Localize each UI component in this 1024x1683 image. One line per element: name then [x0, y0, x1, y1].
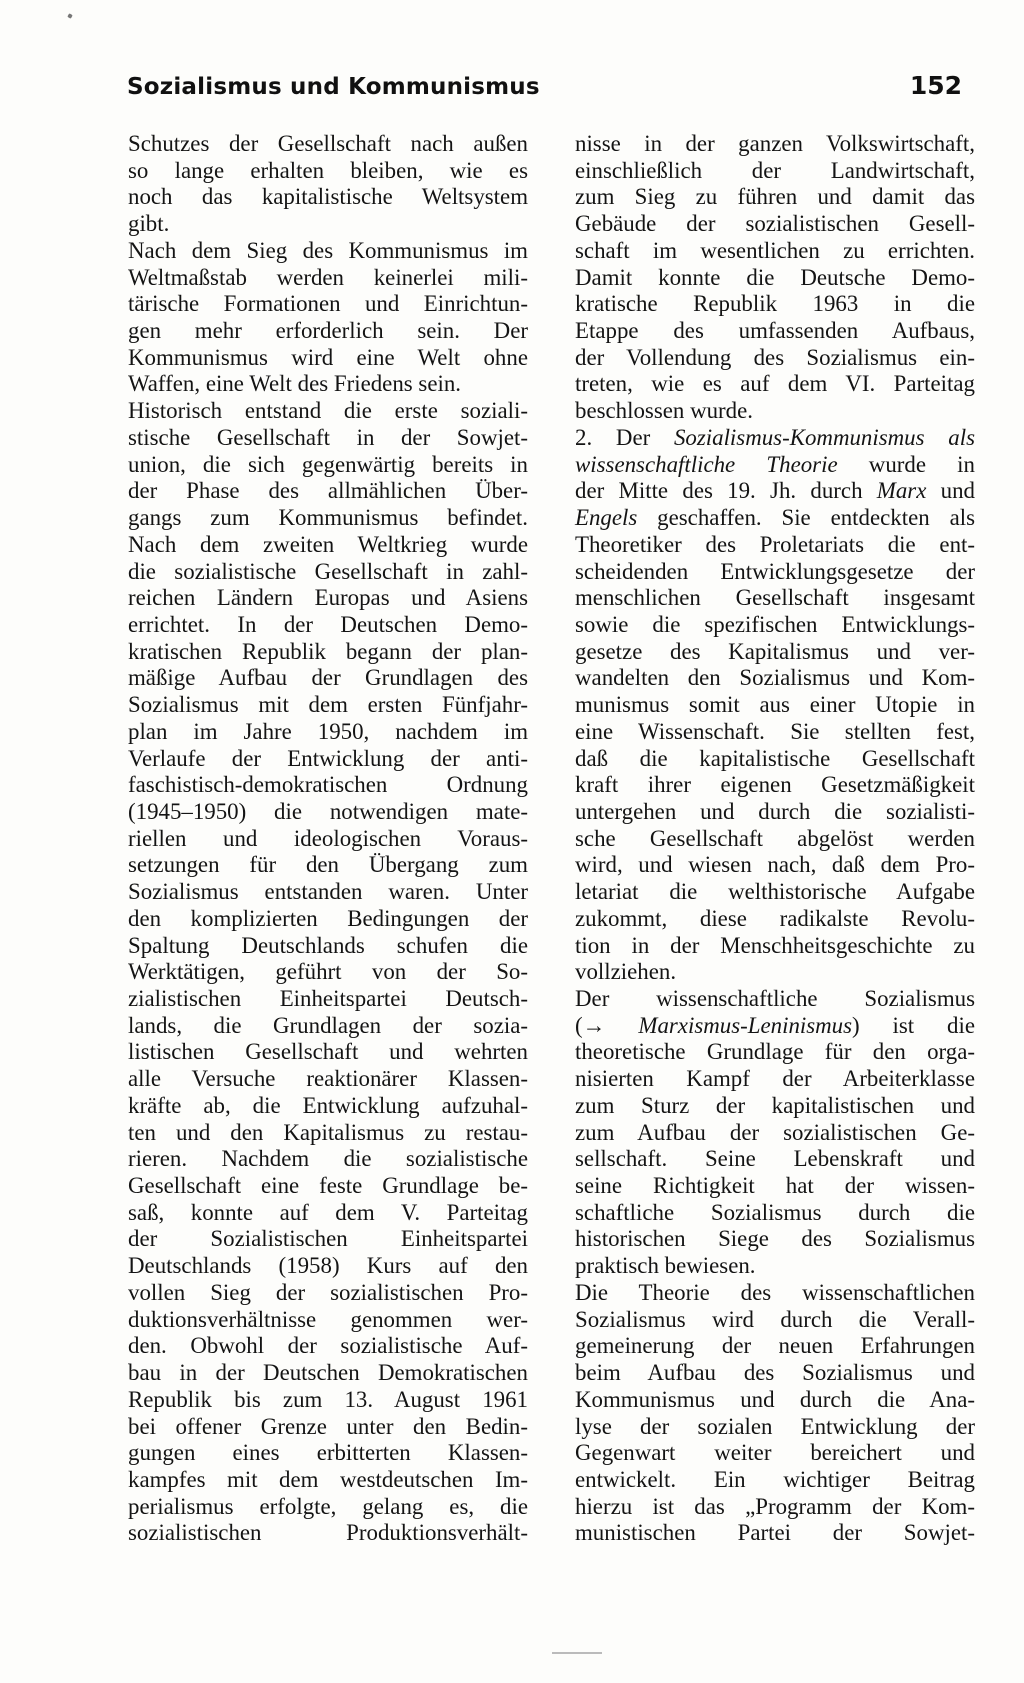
- text-line: [128, 719, 528, 746]
- text-run: lyse der sozialen Entwicklung der: [575, 1413, 975, 1439]
- text-run: gen mehr erforderlich sein. Der: [128, 318, 528, 344]
- text-run: Die Theorie des wissenschaftlichen: [575, 1279, 975, 1305]
- text-line: [575, 532, 975, 559]
- text-line: [575, 478, 975, 505]
- text-line: [575, 1120, 975, 1147]
- text-run: hierzu ist das „Programm der Kom-: [575, 1493, 975, 1519]
- text-run: gemeinerung der neuen Erfahrungen: [575, 1333, 975, 1359]
- text-line: [128, 1066, 528, 1093]
- text-line: [128, 1333, 528, 1360]
- text-run: Spaltung Deutschlands schufen die: [128, 932, 528, 958]
- text-line: [575, 291, 975, 318]
- text-run: munismus somit aus einer Utopie in: [575, 692, 975, 718]
- text-run: Verlaufe der Entwicklung der anti-: [128, 745, 528, 771]
- text-run: gesetze des Kapitalismus und ver-: [575, 638, 975, 664]
- text-run: einschließlich der Landwirtschaft,: [575, 157, 975, 183]
- text-line: [128, 478, 528, 505]
- text-run: die sozialistische Gesellschaft in zahl-: [128, 558, 528, 584]
- text-line: [128, 986, 528, 1013]
- text-run: listischen Gesellschaft und wehrten: [128, 1039, 528, 1065]
- text-line: [575, 772, 975, 799]
- text-line: [575, 879, 975, 906]
- text-line: [575, 1066, 975, 1093]
- text-run: perialismus erfolgte, gelang es, die: [128, 1493, 528, 1519]
- text-run: kratischen Republik begann der plan-: [128, 638, 528, 664]
- text-run: tion in der Menschheitsgeschichte zu: [575, 932, 975, 958]
- text-run: vollziehen.: [575, 959, 677, 985]
- right-text-column: [575, 131, 975, 1547]
- text-run: ten und den Kapitalismus zu restau-: [128, 1119, 528, 1145]
- text-run: der Sozialistischen Einheitspartei: [128, 1226, 528, 1252]
- text-line: [128, 158, 528, 185]
- text-run: tärische Formationen und Einrichtun-: [128, 291, 528, 317]
- text-line: [575, 398, 975, 425]
- text-run: zukommt, diese radikalste Revolu-: [575, 905, 975, 931]
- text-line: [128, 291, 528, 318]
- text-line: [128, 345, 528, 372]
- text-run: gibt.: [128, 211, 170, 237]
- text-line: [128, 692, 528, 719]
- text-run: Sozialismus wird durch die Verall-: [575, 1306, 975, 1332]
- text-run: Historisch entstand die erste soziali-: [128, 398, 528, 424]
- text-line: [575, 1494, 975, 1521]
- left-text-column: [128, 131, 528, 1547]
- text-run: errichtet. In der Deutschen Demo-: [128, 611, 528, 637]
- text-line: [128, 1039, 528, 1066]
- text-line: [575, 1013, 975, 1040]
- text-line: [128, 265, 528, 292]
- text-run: faschistisch-demokratischen Ordnung: [128, 772, 528, 798]
- text-run: Der wissenschaftliche Sozialismus: [575, 986, 975, 1011]
- text-run: geschaffen. Sie entdeckten als: [637, 505, 975, 531]
- text-line: [575, 1414, 975, 1441]
- text-run: Republik bis zum 13. August 1961: [128, 1386, 528, 1412]
- text-line: [128, 318, 528, 345]
- italic-text-run: Engels: [575, 505, 638, 531]
- bottom-printing-mark: [552, 1652, 602, 1654]
- text-line: [128, 639, 528, 666]
- text-run: Deutschlands (1958) Kurs auf den: [128, 1253, 528, 1279]
- text-run: kraft ihrer eigenen Gesetzmäßigkeit: [575, 772, 975, 798]
- text-run: seine Richtigkeit hat der wissen-: [575, 1173, 975, 1199]
- text-run: 2. Der: [575, 424, 674, 450]
- text-line: [128, 1467, 528, 1494]
- text-run: mäßige Aufbau der Grundlagen des: [128, 665, 528, 691]
- text-run: vollen Sieg der sozialistischen Pro-: [128, 1279, 528, 1305]
- text-run: noch das kapitalistische Weltsystem: [128, 184, 528, 210]
- text-line: [128, 1173, 528, 1200]
- text-line: [575, 265, 975, 292]
- text-run: wandelten den Sozialismus und Kom-: [575, 665, 975, 691]
- text-line: [575, 1200, 975, 1227]
- text-line: [575, 1093, 975, 1120]
- text-run: Gebäude der sozialistischen Gesell-: [575, 211, 975, 237]
- text-run: sozialistischen Produktionsverhält-: [128, 1520, 528, 1546]
- text-run: treten, wie es auf dem VI. Parteitag: [575, 371, 975, 397]
- text-run: lands, die Grundlagen der sozia-: [128, 1012, 528, 1038]
- text-line: [128, 585, 528, 612]
- text-run: Schutzes der Gesellschaft nach außen: [128, 131, 528, 156]
- text-line: [128, 211, 528, 238]
- text-run: der Vollendung des Sozialismus ein-: [575, 344, 975, 370]
- text-line: [128, 906, 528, 933]
- text-run: den. Obwohl der sozialistische Auf-: [128, 1333, 528, 1359]
- text-line: [575, 826, 975, 853]
- text-run: bau in der Deutschen Demokratischen: [128, 1360, 528, 1386]
- text-run: Theoretiker des Proletariats die ent-: [575, 531, 975, 557]
- text-line: [128, 959, 528, 986]
- text-line: [128, 1387, 528, 1414]
- text-line: [575, 986, 975, 1013]
- text-line: [128, 1440, 528, 1467]
- italic-text-run: Marxismus-Leninismus: [638, 1012, 853, 1038]
- text-line: [575, 1387, 975, 1414]
- page-speck: [67, 13, 72, 18]
- text-line: [128, 1226, 528, 1253]
- text-line: [128, 1253, 528, 1280]
- text-line: [128, 184, 528, 211]
- text-run: untergehen und durch die sozialisti-: [575, 798, 975, 824]
- text-run: plan im Jahre 1950, nachdem im: [128, 718, 528, 744]
- text-run: menschlichen Gesellschaft insgesamt: [575, 585, 975, 611]
- text-run: Nach dem zweiten Weltkrieg wurde: [128, 531, 528, 557]
- text-run: beim Aufbau des Sozialismus und: [575, 1360, 975, 1386]
- text-line: [575, 1253, 975, 1280]
- text-run: zialistischen Einheitspartei Deutsch-: [128, 986, 528, 1011]
- text-line: [575, 1520, 975, 1547]
- text-line: [575, 1360, 975, 1387]
- text-run: nisse in der ganzen Volkswirtschaft,: [575, 131, 975, 156]
- text-line: [575, 425, 975, 452]
- text-line: [575, 1146, 975, 1173]
- text-run: sellschaft. Seine Lebenskraft und: [575, 1146, 975, 1172]
- text-run: daß die kapitalistische Gesellschaft: [575, 745, 975, 771]
- text-line: [128, 1414, 528, 1441]
- text-run: scheidenden Entwicklungsgesetze der: [575, 558, 975, 584]
- text-run: Sozialismus entstanden waren. Unter: [128, 879, 528, 905]
- text-run: stische Gesellschaft in der Sowjet-: [128, 424, 528, 450]
- text-line: [128, 933, 528, 960]
- text-run: Gesellschaft eine feste Grundlage be-: [128, 1173, 528, 1199]
- text-run: letariat die welthistorische Aufgabe: [575, 879, 975, 905]
- text-line: [575, 1467, 975, 1494]
- text-run: rieren. Nachdem die sozialistische: [128, 1146, 528, 1172]
- text-run: den komplizierten Bedingungen der: [128, 905, 528, 931]
- text-line: [575, 1226, 975, 1253]
- text-line: [575, 852, 975, 879]
- text-run: Waffen, eine Welt des Friedens sein.: [128, 371, 462, 397]
- text-run: kräfte ab, die Entwicklung aufzuhal-: [128, 1092, 528, 1118]
- text-run: alle Versuche reaktionärer Klassen-: [128, 1066, 528, 1092]
- text-run: Sozialismus mit dem ersten Fünfjahr-: [128, 692, 528, 718]
- text-run: Nach dem Sieg des Kommunismus im: [128, 237, 528, 263]
- italic-text-run: wissenschaftliche Theorie: [575, 451, 838, 477]
- text-line: [575, 933, 975, 960]
- text-run: der Phase des allmählichen Über-: [128, 478, 528, 504]
- text-line: [128, 1307, 528, 1334]
- text-line: [575, 639, 975, 666]
- text-run: der Mitte des 19. Jh. durch: [575, 478, 877, 504]
- page-number: 152: [909, 71, 962, 100]
- text-line: [128, 612, 528, 639]
- text-line: [128, 398, 528, 425]
- text-line: [575, 505, 975, 532]
- text-run: union, die sich gegenwärtig bereits in: [128, 451, 528, 477]
- text-line: [575, 158, 975, 185]
- text-run: kratische Republik 1963 in die: [575, 291, 975, 317]
- text-run: gangs zum Kommunismus befindet.: [128, 505, 528, 531]
- text-line: [575, 585, 975, 612]
- text-line: [128, 238, 528, 265]
- text-line: [128, 452, 528, 479]
- text-line: [128, 371, 528, 398]
- text-line: [575, 1307, 975, 1334]
- text-line: [128, 826, 528, 853]
- text-run: zum Sieg zu führen und damit das: [575, 184, 975, 210]
- text-run: bei offener Grenze unter den Bedin-: [128, 1413, 528, 1439]
- running-header-title: Sozialismus und Kommunismus: [127, 74, 540, 100]
- text-line: [128, 1200, 528, 1227]
- text-line: [128, 852, 528, 879]
- text-line: [575, 959, 975, 986]
- text-line: [575, 1333, 975, 1360]
- text-line: [128, 772, 528, 799]
- text-line: [128, 1013, 528, 1040]
- text-line: [575, 371, 975, 398]
- text-run: ) ist die: [852, 1012, 975, 1038]
- text-line: [128, 559, 528, 586]
- text-line: [128, 1494, 528, 1521]
- text-run: eine Wissenschaft. Sie stellten fest,: [575, 718, 975, 744]
- text-run: beschlossen wurde.: [575, 398, 753, 424]
- text-line: [575, 799, 975, 826]
- text-line: [128, 879, 528, 906]
- text-line: [575, 719, 975, 746]
- text-run: theoretische Grundlage für den orga-: [575, 1039, 975, 1065]
- text-run: riellen und ideologischen Voraus-: [128, 825, 528, 851]
- text-run: (1945–1950) die notwendigen mate-: [128, 798, 528, 824]
- text-line: [575, 559, 975, 586]
- text-run: wurde in: [837, 451, 975, 477]
- text-run: entwickelt. Ein wichtiger Beitrag: [575, 1466, 975, 1492]
- text-line: [575, 665, 975, 692]
- text-run: historischen Siege des Sozialismus: [575, 1226, 975, 1252]
- text-line: [575, 612, 975, 639]
- text-line: [575, 345, 975, 372]
- text-run: (→: [575, 1012, 639, 1038]
- text-line: [128, 505, 528, 532]
- text-run: kampfes mit dem westdeutschen Im-: [128, 1466, 528, 1492]
- text-line: [575, 1039, 975, 1066]
- text-line: [128, 425, 528, 452]
- text-run: reichen Ländern Europas und Asiens: [128, 585, 528, 611]
- text-line: [575, 238, 975, 265]
- text-line: [575, 746, 975, 773]
- text-run: Werktätigen, geführt von der So-: [128, 959, 528, 985]
- text-run: munistischen Partei der Sowjet-: [575, 1520, 975, 1546]
- text-line: [128, 746, 528, 773]
- text-run: sche Gesellschaft abgelöst werden: [575, 825, 975, 851]
- text-line: [128, 1280, 528, 1307]
- text-run: setzungen für den Übergang zum: [128, 852, 528, 878]
- text-run: Kommunismus wird eine Welt ohne: [128, 344, 528, 370]
- text-line: [128, 1360, 528, 1387]
- text-line: [128, 799, 528, 826]
- text-run: Damit konnte die Deutsche Demo-: [575, 264, 975, 290]
- text-run: Weltmaßstab werden keinerlei mili-: [128, 264, 528, 290]
- text-line: [128, 532, 528, 559]
- text-line: [128, 1120, 528, 1147]
- text-run: schaft im wesentlichen zu errichten.: [575, 237, 975, 263]
- text-line: [575, 211, 975, 238]
- text-run: wird, und wiesen nach, daß dem Pro-: [575, 852, 975, 878]
- text-line: [575, 1440, 975, 1467]
- text-line: [575, 906, 975, 933]
- text-line: [575, 131, 975, 158]
- text-line: [575, 1280, 975, 1307]
- text-run: Kommunismus und durch die Ana-: [575, 1386, 975, 1412]
- text-line: [575, 452, 975, 479]
- text-line: [128, 1146, 528, 1173]
- text-line: [128, 665, 528, 692]
- text-run: duktionsverhältnisse genommen wer-: [128, 1306, 528, 1332]
- text-run: so lange erhalten bleiben, wie es: [128, 157, 528, 183]
- text-line: [128, 131, 528, 158]
- text-line: [575, 318, 975, 345]
- text-run: zum Sturz der kapitalistischen und: [575, 1092, 975, 1118]
- text-run: zum Aufbau der sozialistischen Ge-: [575, 1119, 975, 1145]
- text-run: gungen eines erbitterten Klassen-: [128, 1440, 528, 1466]
- text-run: Etappe des umfassenden Aufbaus,: [575, 318, 975, 344]
- text-line: [575, 692, 975, 719]
- text-line: [575, 184, 975, 211]
- text-line: [128, 1093, 528, 1120]
- text-run: sowie die spezifischen Entwicklungs-: [575, 611, 975, 637]
- text-run: Gegenwart weiter bereichert und: [575, 1440, 975, 1466]
- text-run: praktisch bewiesen.: [575, 1253, 756, 1279]
- text-run: und: [926, 478, 976, 504]
- text-run: schaftliche Sozialismus durch die: [575, 1199, 975, 1225]
- italic-text-run: Sozialismus-Kommunismus als: [673, 424, 975, 450]
- italic-text-run: Marx: [876, 478, 927, 504]
- text-run: saß, konnte auf dem V. Parteitag: [128, 1199, 528, 1225]
- text-line: [575, 1173, 975, 1200]
- text-line: [128, 1520, 528, 1547]
- text-run: nisierten Kampf der Arbeiterklasse: [575, 1066, 975, 1092]
